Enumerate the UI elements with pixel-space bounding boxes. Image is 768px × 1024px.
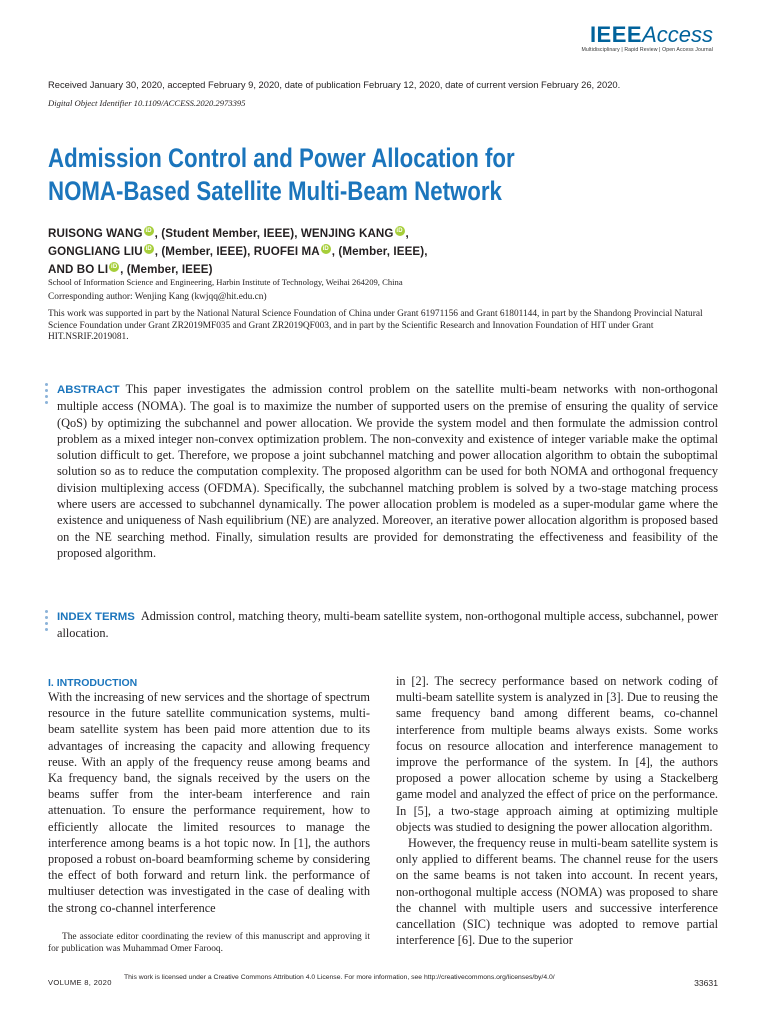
author-role: , (Student Member, IEEE), WENJING KANG — [154, 226, 394, 240]
title-line-2: NOMA-Based Satellite Multi-Beam Network — [48, 176, 502, 206]
orcid-icon[interactable]: iD — [145, 246, 152, 252]
logo-access: Access — [642, 22, 713, 47]
title-line-1: Admission Control and Power Allocation for — [48, 143, 515, 173]
orcid-icon[interactable]: iD — [145, 228, 152, 234]
author-line-3 — [48, 262, 213, 276]
author-name: GONGLIANG LIU — [48, 244, 143, 258]
received-dates: Received January 30, 2020, accepted February 9, 2020, date of publication February 12, 2020, date of current version February 26, 2020. — [48, 79, 621, 90]
page-number: 33631 — [694, 978, 718, 988]
body-column-right — [396, 673, 718, 948]
logo-tagline: Multidisciplinary | Rapid Review | Open Access Journal — [581, 47, 713, 53]
paragraph: However, the frequency reuse in multi-beam satellite system is only applied to different beams. The channel reuse for the users on the same beams is not taken into account. In recent years, non-orthogonal multiple access (NOMA) was proposed to share the channel with multiple users and successive interference cancellation (SIC) technique was adopted to remove partial interference [6]. Due to the superior — [396, 836, 718, 948]
author-name: AND BO LI — [48, 262, 109, 276]
author-line-1 — [48, 226, 409, 240]
journal-logo — [582, 22, 714, 53]
author-sep: , (Member, IEEE), — [331, 244, 428, 258]
author-name: RUISONG WANG — [48, 226, 143, 240]
author-role: , (Member, IEEE), RUOFEI MA — [154, 244, 320, 258]
orcid-icon[interactable]: iD — [111, 264, 118, 270]
volume-label: VOLUME 8, 2020 — [48, 978, 112, 987]
abstract-text: This paper investigates the admission control problem on the satellite multi-beam networks with non-orthogonal multiple access (NOMA). The goal is to maximize the number of supported users on the premise of ensuring the quality of service (QoS) by optimizing the subchannel and power allocation. We provide the system model and then formulate the admission control problem as a mixed integer non-convex optimization problem. The non-convexity and existence of integer variable make the optimal solution difficult to get. Therefore, we propose a joint subchannel matching and power allocation algorithm to obtain the suboptimal solution so as to reduce the computation complexity. The proposed algorithm can be used for both NOMA and orthogonal frequency division multiplexing access (OFDMA). Specifically, the subchannel matching problem is solved by a two-stage matching process where users are accessed to subchannel dynamically. The power allocation problem is modeled as a super-modular game where the existence and uniqueness of Nash equilibrium (NE) are analyzed. Moreover, an iterative power allocation algorithm is proposed based on the NE searching method. Finally, simulation results are provided for demonstrating the effectiveness and feasibility of the proposed algorithm. — [57, 382, 718, 560]
funding-note: This work was supported in part by the National Natural Science Foundation of China under Grant 61971156 and Grant 61801144, in part by the Shandong Provincial Natural Science Foundation under Grant ZR2019MF035 and Grant ZR2019QF003, and in part by the Scientific Research and Innovation Foundation of HIT under Grant HIT.NSRIF.2019081. — [48, 309, 703, 343]
orcid-icon[interactable]: iD — [322, 246, 329, 252]
index-terms-label: INDEX TERMS — [57, 611, 135, 623]
orcid-icon[interactable]: iD — [396, 228, 403, 234]
author-sep: , — [405, 226, 409, 240]
section-marker-icon — [45, 383, 49, 407]
affiliation: School of Information Science and Engineering, Harbin Institute of Technology, Weihai 264209, China — [48, 277, 403, 287]
abstract-label: ABSTRACT — [57, 384, 120, 396]
paper-title — [48, 142, 569, 208]
index-terms — [57, 608, 718, 642]
body-column-left: With the increasing of new services and the shortage of spectrum resource in the future satellite communication systems, multi-beam satellite system has been paid more attention due to its advantages of increasing the capacity and allowing frequency reuse. With an apply of the frequency reuse among beams and Ka frequency band, the signals received by the users on the beams suffer from the inter-beam interference and rain attenuation. To ensure the performance requirement, how to efficiently allocate the limited resources to manage the interference among beams is a hot topic now. In [1], the authors proposed a robust on-board beamforming scheme by considering the effect of both forward and return link. the performance of multiuser detection was investigated in the case of dealing with the strong co-channel interference — [48, 690, 370, 915]
license-notice[interactable]: This work is licensed under a Creative Commons Attribution 4.0 License. For more information, see http://creativecommons.org/licenses/by/4.0/ — [124, 974, 555, 981]
editor-footnote: The associate editor coordinating the review of this manuscript and approving it for publication was Muhammad Omer Farooq. — [48, 932, 370, 954]
author-role: , (Member, IEEE) — [120, 262, 213, 276]
author-line-2 — [48, 244, 428, 258]
corresponding-author: Corresponding author: Wenjing Kang (kwjqq@hit.edu.cn) — [48, 292, 267, 302]
logo-ieee: IEEE — [589, 22, 643, 47]
paragraph: in [2]. The secrecy performance based on network coding of multi-beam satellite system is analyzed in [3]. Due to reusing the same frequency band among different beams, co-channel interference from multiple beams always exists. Some works focus on resource allocation and interference management to improve the performance of the system. In [4], the authors proposed a power allocation scheme by using a Stackelberg game model and analyzed the effect of price on the performance. In [5], a two-stage approach aiming at optimizing multiple objects was studied to designing the power allocation algorithm. — [396, 674, 718, 834]
doi-line: Digital Object Identifier 10.1109/ACCESS.2020.2973395 — [48, 98, 246, 108]
section-marker-icon — [45, 610, 49, 634]
index-terms-text: Admission control, matching theory, multi-beam satellite system, non-orthogonal multiple access, subchannel, power allocation. — [57, 609, 719, 641]
section-heading: I. INTRODUCTION — [48, 677, 138, 689]
abstract — [57, 381, 718, 561]
